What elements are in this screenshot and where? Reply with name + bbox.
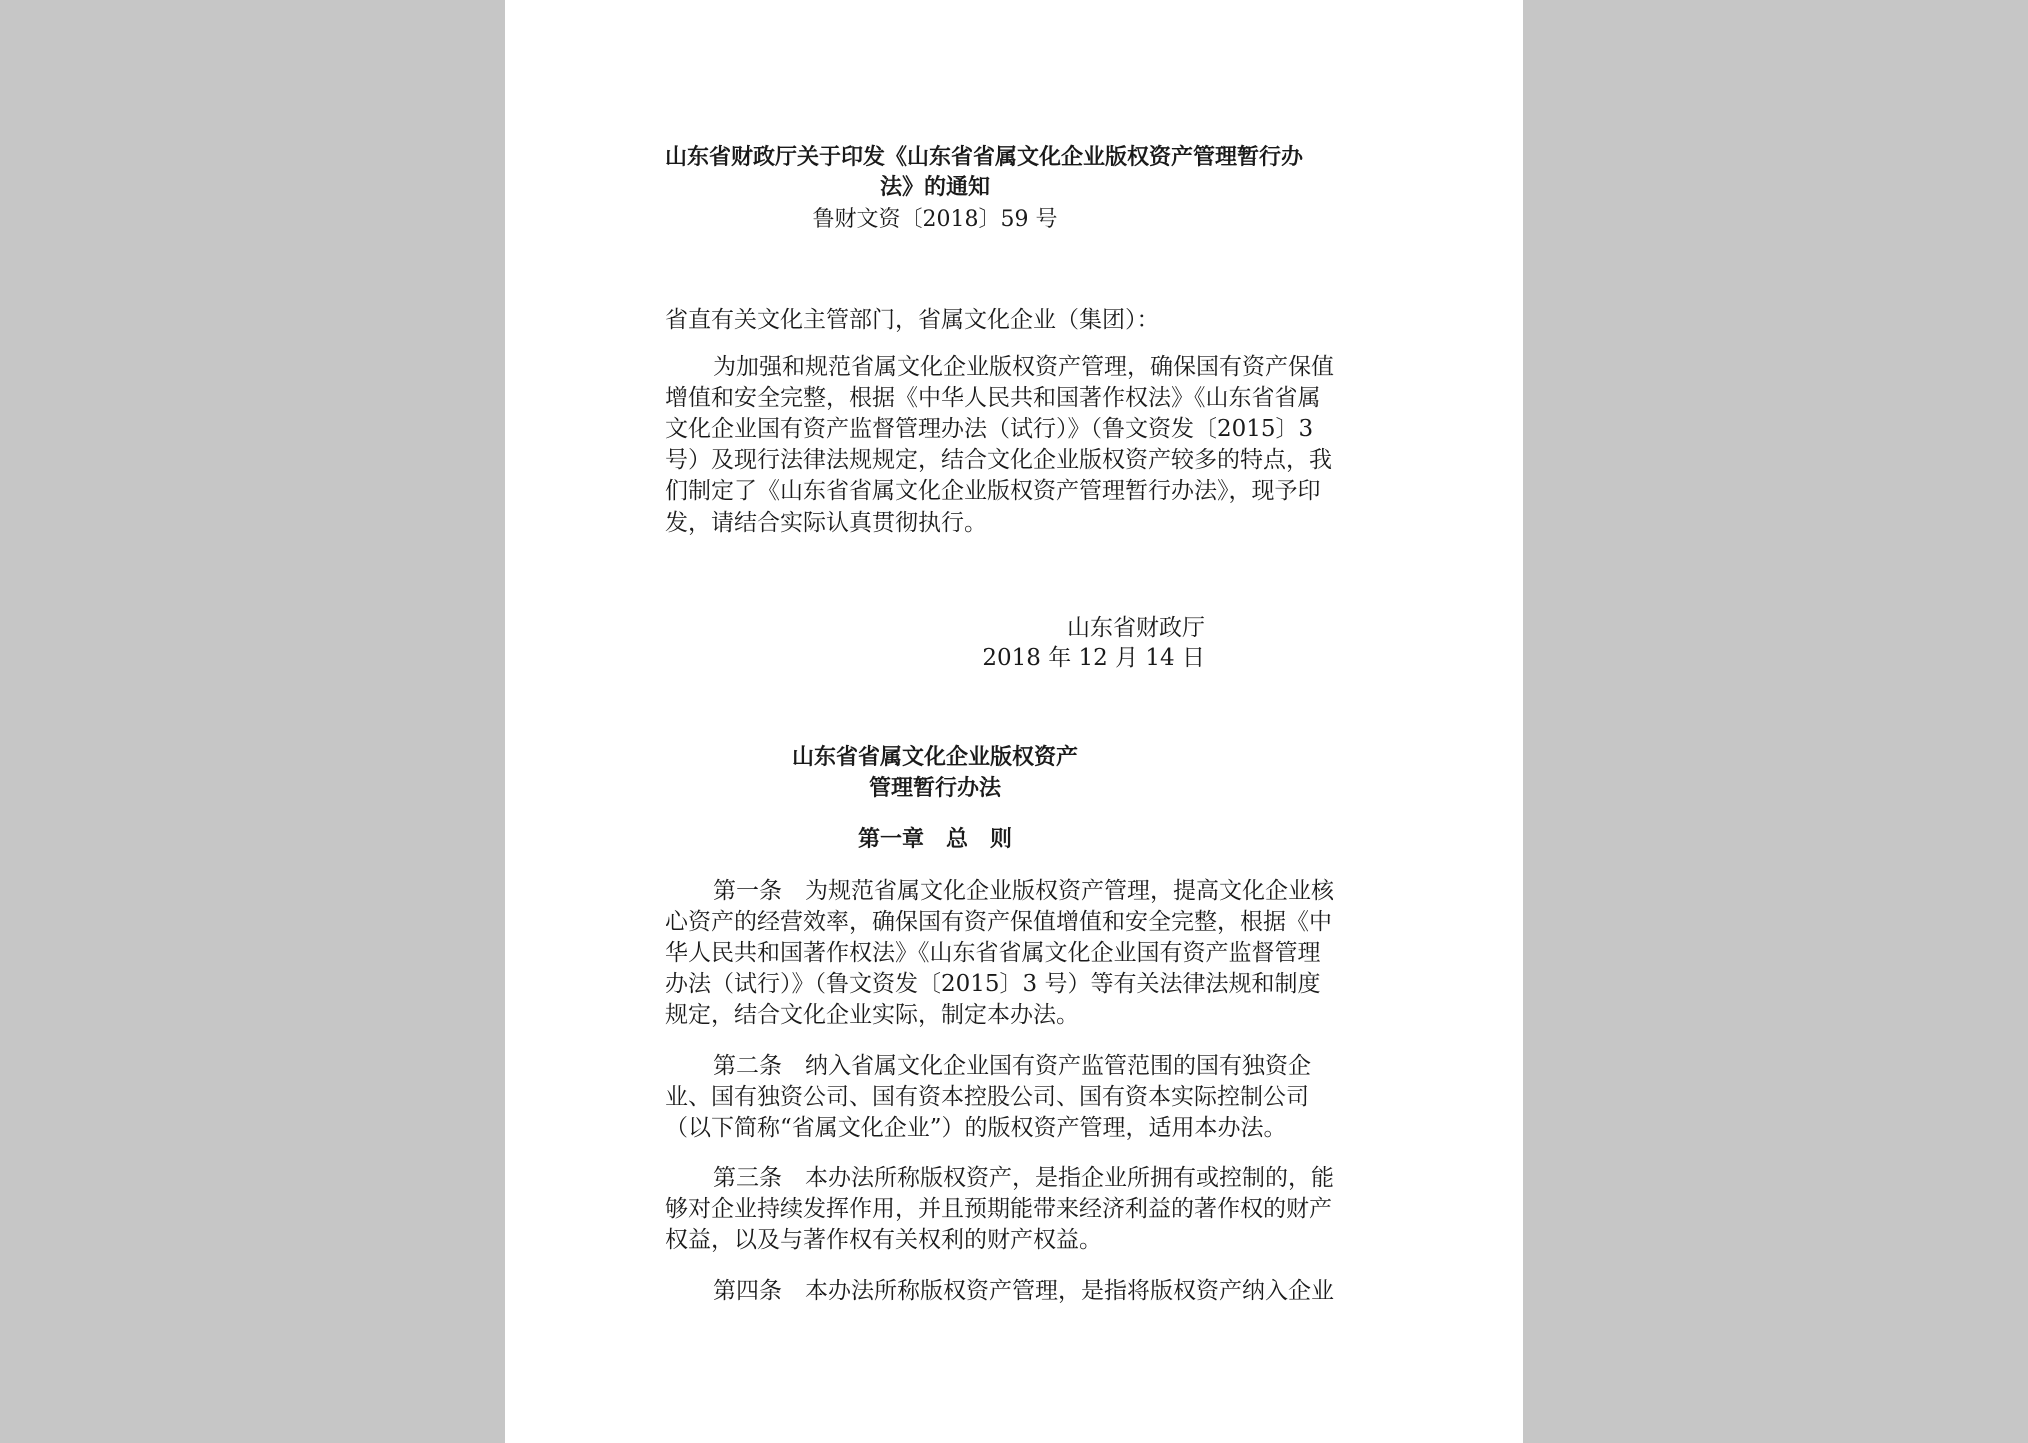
chapter-heading: 第一章 总 则: [857, 826, 1012, 852]
document-page: [505, 0, 1523, 1443]
notice-title-line-1: 山东省财政厅关于印发《山东省省属文化企业版权资产管理暂行办: [665, 144, 1304, 170]
signature-date: 2018 年 12 月 14 日: [982, 645, 1205, 671]
notice-body-line: 文化企业国有资产监督管理办法（试行）》（鲁文资发〔2015〕3: [665, 416, 1314, 442]
article-line: 第二条 纳入省属文化企业国有资产监管范围的国有独资企: [713, 1053, 1311, 1079]
article-line: 权益，以及与著作权有关权利的财产权益。: [665, 1227, 1102, 1253]
measures-title-line-2: 管理暂行办法: [868, 775, 1001, 801]
article-line: 第一条 为规范省属文化企业版权资产管理，提高文化企业核: [713, 878, 1334, 904]
article-line: （以下简称“省属文化企业”）的版权资产管理，适用本办法。: [665, 1115, 1287, 1141]
notice-body-line: 为加强和规范省属文化企业版权资产管理，确保国有资产保值: [713, 354, 1334, 380]
article-line: 办法（试行）》（鲁文资发〔2015〕3 号）等有关法律法规和制度: [665, 971, 1321, 997]
signature-org: 山东省财政厅: [1067, 615, 1205, 641]
notice-body-line: 们制定了《山东省省属文化企业版权资产管理暂行办法》，现予印: [665, 478, 1321, 504]
notice-title-line-2: 法》的通知: [879, 174, 990, 200]
notice-body-line: 增值和安全完整，根据《中华人民共和国著作权法》《山东省省属: [665, 385, 1321, 411]
document-number: 鲁财文资〔2018〕59 号: [812, 207, 1058, 232]
article-line: 业、国有独资公司、国有资本控股公司、国有资本实际控制公司: [665, 1084, 1309, 1110]
article-line: 规定，结合文化企业实际，制定本办法。: [665, 1002, 1079, 1028]
measures-title-line-1: 山东省省属文化企业版权资产: [791, 744, 1078, 770]
salutation: 省直有关文化主管部门，省属文化企业（集团）：: [665, 307, 1160, 333]
article-line: 第四条 本办法所称版权资产管理，是指将版权资产纳入企业: [713, 1278, 1334, 1304]
notice-body-line: 号）及现行法律法规规定，结合文化企业版权资产较多的特点，我: [665, 447, 1332, 473]
article-line: 心资产的经营效率，确保国有资产保值增值和安全完整，根据《中: [665, 909, 1332, 935]
article-line: 华人民共和国著作权法》《山东省省属文化企业国有资产监督管理: [665, 940, 1321, 966]
article-line: 第三条 本办法所称版权资产，是指企业所拥有或控制的，能: [713, 1165, 1334, 1191]
notice-body-line: 发，请结合实际认真贯彻执行。: [665, 510, 987, 536]
article-line: 够对企业持续发挥作用，并且预期能带来经济利益的著作权的财产: [665, 1196, 1332, 1222]
